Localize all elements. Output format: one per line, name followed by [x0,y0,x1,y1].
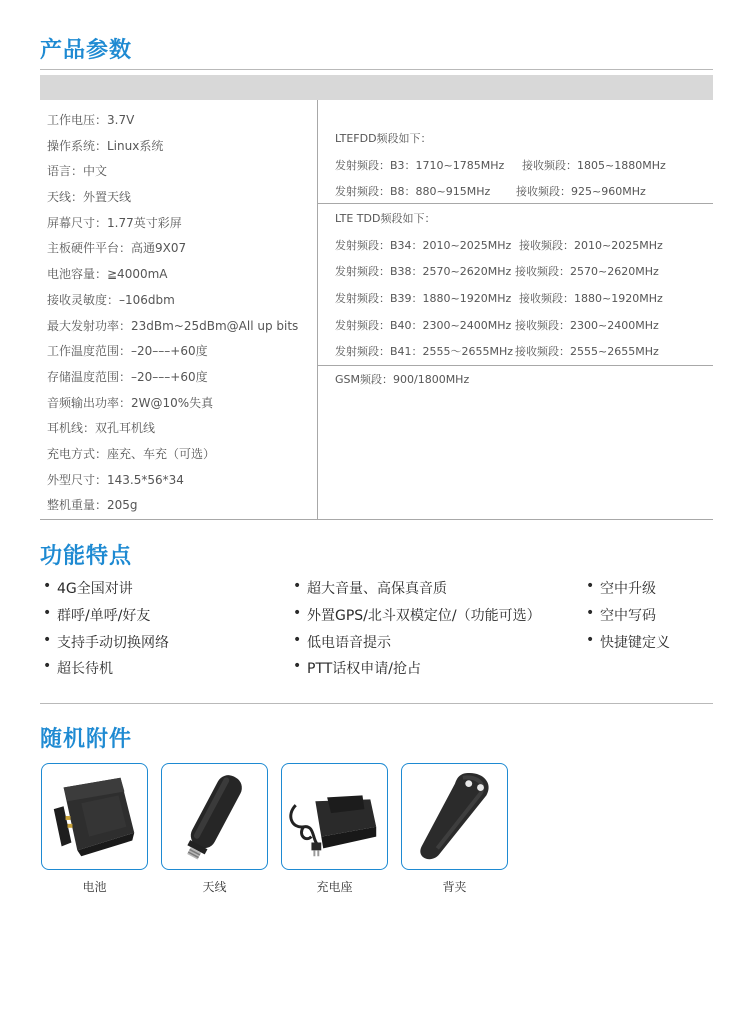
feature-item: • 空中写码 [600,605,656,625]
antenna-icon [162,764,267,869]
feature-item: • PTT话权申请/抢占 [307,658,421,678]
battery-icon [42,764,147,869]
spec-item: 充电方式：座充、车充（可选） [47,446,216,461]
feature-item: • 4G全国对讲 [57,578,133,598]
spec-item: 工作电压：3.7V [47,113,135,127]
spec-item: 主板硬件平台：高通9X07 [47,241,187,256]
accessory-label: 天线 [202,880,227,894]
accessories-title: 随机附件 [40,727,133,752]
accessory-label: 背夹 [442,880,467,894]
feature-item: • 快捷键定义 [600,632,670,652]
gsm-band: GSM频段：900/1800MHz [335,373,470,386]
spec-item: 电池容量：≧4000mA [47,267,168,282]
band-tx: 发射频段：B8：880~915MHz [335,185,491,198]
accessory-belt-clip-card [401,763,508,870]
band-rx: 接收频段：2570~2620MHz [515,265,659,278]
charger-icon [282,764,387,869]
feature-item: • 空中升级 [600,578,656,598]
feature-item: • 低电语音提示 [307,632,391,652]
spec-item: 耳机线：双孔耳机线 [47,421,156,436]
table-header-band [40,75,713,100]
features-title: 功能特点 [40,544,133,569]
band-rx: 接收频段：2300~2400MHz [515,319,659,332]
features-rule [40,703,713,704]
accessory-label: 充电座 [316,880,353,894]
band-tx: 发射频段：B40：2300~2400MHz [335,319,512,332]
accessory-label: 电池 [82,880,107,894]
spec-item: 音频输出功率：2W@10%失真 [47,395,214,410]
feature-item: • 超大音量、高保真音质 [307,578,447,598]
band-rx: 接收频段：925~960MHz [516,185,646,198]
band-tx: 发射频段：B39：1880~1920MHz [335,292,512,305]
spec-item: 外型尺寸：143.5*56*34 [47,472,184,487]
feature-item: • 群呼/单呼/好友 [57,605,150,625]
table-column-divider [317,100,318,520]
title-rule [40,69,713,70]
spec-item: 工作温度范围：–20–––+60度 [47,344,208,359]
spec-item: 最大发射功率：23dBm~25dBm@All up bits [47,318,299,333]
band-tx: 发射频段：B38：2570~2620MHz [335,265,512,278]
band-divider [318,365,713,366]
feature-item: • 超长待机 [57,658,113,678]
spec-item: 整机重量：205g [47,498,138,513]
feature-item: • 外置GPS/北斗双模定位/（功能可选） [307,605,541,625]
band-rx: 接收频段：2555~2655MHz [515,345,659,358]
spec-item: 语言：中文 [47,164,108,179]
spec-list [47,108,315,519]
band-row [335,237,663,253]
band-row [335,263,659,279]
fdd-header: LTEFDD频段如下： [335,132,432,145]
feature-item: • 支持手动切换网络 [57,632,169,652]
band-rx: 接收频段：1805~1880MHz [522,159,666,172]
band-tx: 发射频段：B3：1710~1785MHz [335,159,505,172]
spec-item: 天线：外置天线 [47,190,132,205]
table-bottom-border [40,519,713,520]
band-row [335,183,646,199]
accessory-antenna-card [161,763,268,870]
spec-item: 存储温度范围：–20–––+60度 [47,369,208,384]
spec-item: 接收灵敏度：–106dbm [47,292,175,307]
belt-clip-icon [402,764,507,869]
band-tx: 发射频段：B41：2555～2655MHz [335,345,514,358]
accessory-charger-card [281,763,388,870]
accessory-battery-card [41,763,148,870]
tdd-header: LTE TDD频段如下： [335,212,436,225]
params-title: 产品参数 [40,38,133,63]
band-row [335,343,659,359]
band-tx: 发射频段：B34：2010~2025MHz [335,239,512,252]
spec-item: 操作系统：Linux系统 [47,138,164,153]
band-rx: 接收频段：1880~1920MHz [519,292,663,305]
band-row [335,157,666,173]
spec-item: 屏幕尺寸：1.77英寸彩屏 [47,215,182,230]
band-row [335,290,663,306]
band-row [335,317,659,333]
band-divider [318,203,713,204]
band-rx: 接收频段：2010~2025MHz [519,239,663,252]
